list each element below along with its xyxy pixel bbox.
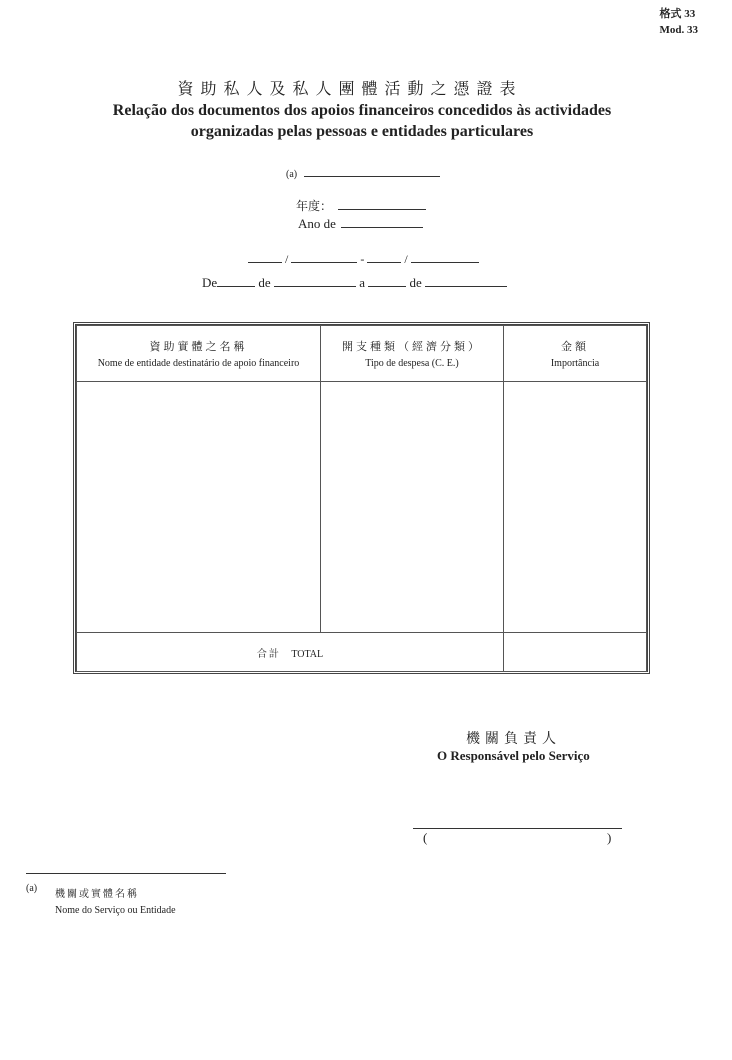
signature-paren-close: ) — [607, 830, 612, 845]
header-expense-type — [321, 326, 504, 382]
date-range-pt-row — [202, 274, 507, 291]
date-a-month-line[interactable] — [425, 274, 507, 287]
date-de-day-line[interactable] — [217, 274, 255, 287]
year-label-zh: 年度： — [296, 199, 333, 213]
header-expense-type-zh: 開支種類（經濟分類） — [342, 340, 482, 353]
footnote-divider — [26, 873, 226, 874]
header-expense-type-pt: Tipo de despesa (C. E.) — [365, 358, 459, 369]
records-table-frame — [73, 322, 650, 674]
date-de-lower-2: de — [409, 275, 422, 290]
year-field-line-zh[interactable] — [338, 197, 426, 210]
date-from-month-line[interactable] — [291, 250, 357, 263]
total-amount-cell[interactable] — [504, 633, 647, 672]
date-slash-2: / — [404, 252, 408, 266]
form-code-zh: 格式 33 — [659, 8, 696, 20]
date-de-label: De — [202, 275, 218, 290]
total-label-pt: TOTAL — [291, 648, 324, 660]
date-de-month-line[interactable] — [274, 274, 356, 287]
year-label-pt: Ano de — [298, 216, 336, 231]
entity-field-marker: (a) — [286, 169, 298, 180]
footnote-mark: (a) — [26, 883, 38, 894]
header-entity-name — [77, 326, 321, 382]
form-code — [660, 6, 699, 38]
responsible-title-zh: 機關負責人 — [466, 731, 561, 747]
table-body-row — [77, 382, 647, 633]
header-amount-pt: Importância — [550, 358, 600, 369]
title-chinese: 資助私人及私人團體活動之憑證表 — [177, 79, 523, 98]
entity-field-line[interactable] — [304, 162, 440, 177]
signature-paren-open: ( — [423, 830, 428, 845]
date-to-month-line[interactable] — [411, 250, 479, 263]
date-dash: - — [360, 252, 365, 266]
header-amount-zh: 金額 — [561, 340, 589, 353]
responsible-title-pt: O Responsável pelo Serviço — [437, 748, 590, 763]
title-pt-line1: Relação dos documentos dos apoios financeiros concedidos às actividades — [112, 102, 612, 119]
table-header-row — [77, 326, 647, 382]
date-to-day-line[interactable] — [367, 250, 401, 263]
table-total-row — [77, 633, 647, 672]
header-entity-name-pt: Nome de entidade destinatário de apoio financeiro — [97, 358, 300, 369]
signature-line[interactable] — [413, 828, 622, 829]
date-slash-1: / — [285, 252, 289, 266]
year-field-zh-row — [296, 197, 426, 214]
title-pt-line2: organizadas pelas pessoas e entidades particulares — [190, 123, 534, 140]
date-de-lower-1: de — [258, 275, 271, 290]
total-label-cell — [77, 633, 504, 672]
entity-field-row — [286, 162, 440, 180]
date-a-label: a — [359, 275, 365, 290]
footnote-text-zh: 機關或實體名稱 — [55, 889, 139, 900]
amount-cell[interactable] — [504, 382, 647, 633]
header-entity-name-zh: 資助實體之名稱 — [149, 340, 248, 353]
date-range-row — [248, 250, 479, 267]
date-from-day-line[interactable] — [248, 250, 282, 263]
date-a-day-line[interactable] — [368, 274, 406, 287]
entity-name-cell[interactable] — [77, 382, 321, 633]
title-portuguese — [0, 100, 724, 142]
records-table — [76, 325, 647, 672]
header-amount — [504, 326, 647, 382]
footnote-text-pt: Nome do Serviço ou Entidade — [55, 905, 176, 916]
year-field-line-pt[interactable] — [341, 215, 423, 228]
year-field-pt-row — [298, 215, 423, 232]
total-label-zh: 合計 — [256, 648, 281, 660]
form-code-pt: Mod. 33 — [659, 24, 698, 36]
expense-type-cell[interactable] — [321, 382, 504, 633]
